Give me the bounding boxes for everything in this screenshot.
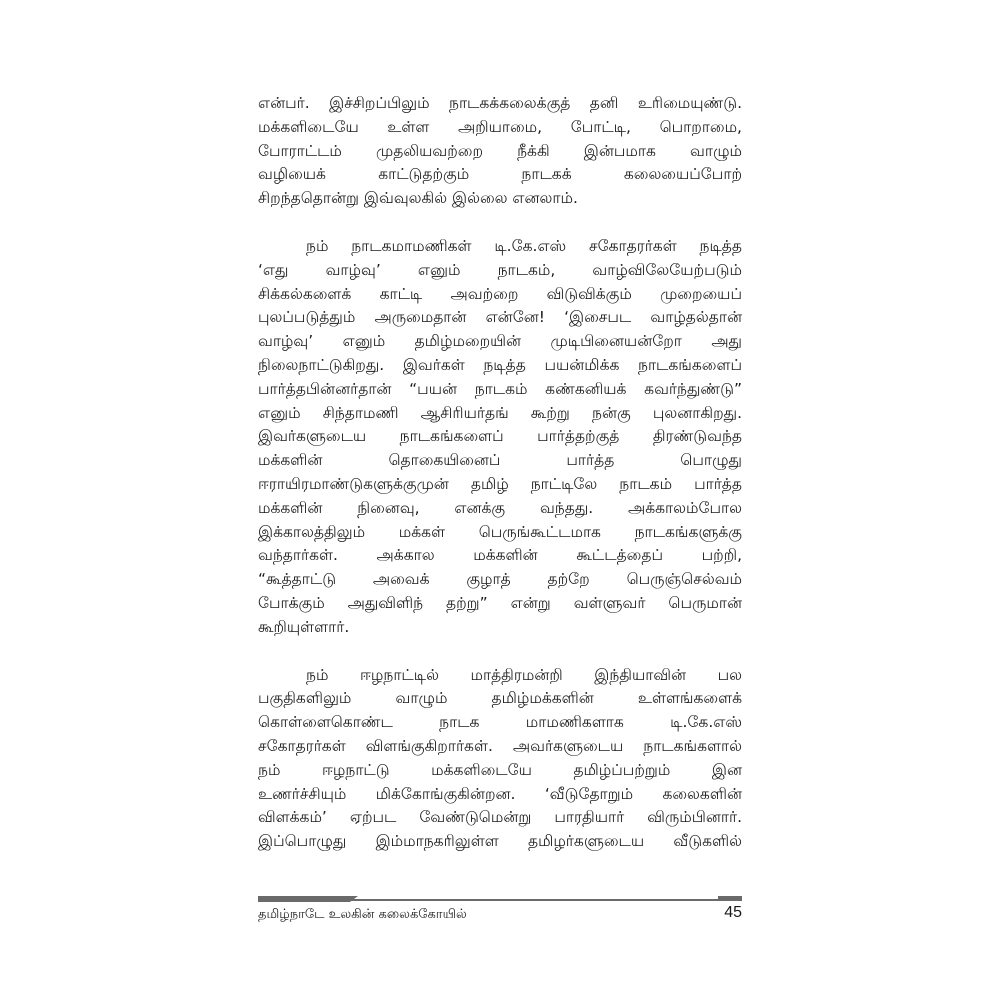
text-line: மக்களின் நினைவு, எனக்கு வந்தது. அக்காலம்போல [258,498,742,517]
text-line: விளக்கம்’ ஏற்பட வேண்டுமென்று பாரதியார் விரும்பினார். [258,808,742,827]
footer-rule-tail [718,896,742,900]
text-line: போக்கும் அதுவிளிந் தற்று” என்று வள்ளுவர் பெருமான் [258,593,742,612]
text-line: வாழ்வு’ எனும் தமிழ்மறையின் முடிபினையன்றோ அது [258,332,742,351]
text-line: “கூத்தாட்டு அவைக் குழாத் தற்றே பெருஞ்செல்வம் [258,570,742,589]
text-line: புலப்படுத்தும் அருமைதான் என்னே! ‘இசைபட வாழ்தல்தான் [258,308,742,327]
paragraph-3 [258,664,742,854]
text-line: என்பர். இச்சிறப்பிலும் நாடகக்கலைக்குத் தனி உரிமையுண்டு. [258,94,742,112]
text-line: நம் ஈழநாட்டு மக்களிடையே தமிழ்ப்பற்றும் இன [258,760,742,779]
text-line: ஈராயிரமாண்டுகளுக்குமுன் தமிழ் நாட்டிலே நாடகம் பார்த்த [258,474,742,493]
text-line: சிறந்ததொன்று இவ்வுலகில் இல்லை எனலாம். [258,189,578,208]
text-line: வழியைக் காட்டுதற்கும் நாடகக் கலையைப்போற் [258,165,742,184]
text-line: போராட்டம் முதலியவற்றை நீக்கி இன்பமாக வாழும் [258,141,742,160]
text-line: நிலைநாட்டுகிறது. இவர்கள் நடித்த பயன்மிக்க நாடகங்களைப் [258,355,742,374]
running-footer-title: தமிழ்நாடே உலகின் கலைக்கோயில் [258,907,467,922]
page-body [258,92,742,854]
text-line: நம் நாடகமாமணிகள் டி.கே.எஸ் சகோதரர்கள் நடித்த [306,236,742,255]
text-line: கூறியுள்ளார். [258,617,350,636]
text-line: பகுதிகளிலும் வாழும் தமிழ்மக்களின் உள்ளங்களைக் [258,689,742,708]
page-number: 45 [724,904,742,921]
footer-rule-thin [344,899,742,901]
text-line: இப்பொழுது இம்மாநகரிலுள்ள தமிழர்களுடைய வீடுகளில் [258,832,742,851]
paragraph-1 [258,92,742,211]
footer-rule-thick [258,896,358,902]
footer-rule [258,896,742,904]
text-line: வந்தார்கள். அக்கால மக்களின் கூட்டத்தைப் பற்றி, [258,546,742,565]
text-line: மக்களின் தொகையினைப் பார்த்த பொழுது [258,451,742,470]
text-line: பார்த்தபின்னர்தான் “பயன் நாடகம் கண்கனியக் கவர்ந்துண்டு” [258,379,742,398]
text-line: ‘எது வாழ்வு’ எனும் நாடகம், வாழ்விலேயேற்படும் [258,260,742,279]
paragraph-2 [258,235,742,640]
text-line: எனும் சிந்தாமணி ஆசிரியர்தங் கூற்று நன்கு புலனாகிறது. [258,403,742,422]
text-line: இக்காலத்திலும் மக்கள் பெருங்கூட்டமாக நாடகங்களுக்கு [258,522,742,541]
text-line: இவர்களுடைய நாடகங்களைப் பார்த்தற்குத் திரண்டுவந்த [258,427,742,446]
text-line: சகோதரர்கள் விளங்குகிறார்கள். அவர்களுடைய நாடகங்களால் [258,736,742,755]
text-line: சிக்கல்களைக் காட்டி அவற்றை விடுவிக்கும் முறையைப் [258,284,742,303]
text-line: உணர்ச்சியும் மிக்கோங்குகின்றன. ‘வீடுதோறும் கலைகளின் [258,784,742,803]
text-line: நம் ஈழநாட்டில் மாத்திரமன்றி இந்தியாவின் பல [306,665,742,684]
text-line: கொள்ளைகொண்ட நாடக மாமணிகளாக டி.கே.எஸ் [258,713,742,732]
text-line: மக்களிடையே உள்ள அறியாமை, போட்டி, பொறாமை, [258,117,742,136]
